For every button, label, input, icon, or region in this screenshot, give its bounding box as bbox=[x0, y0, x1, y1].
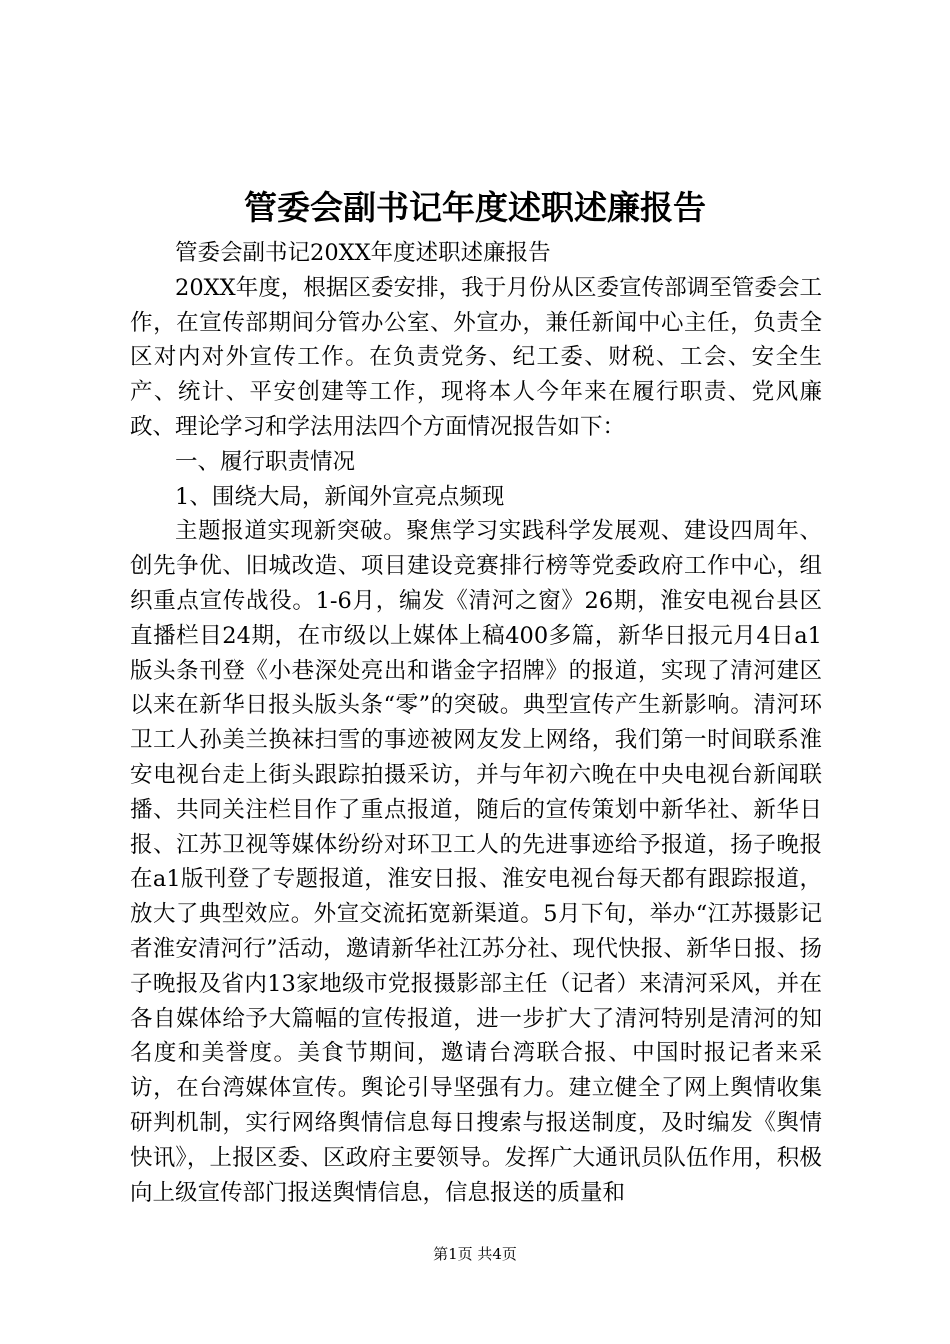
paragraph-main: 主题报道实现新突破。聚焦学习实践科学发展观、建设四周年、创先争优、旧城改造、项目建设竞赛排行榜等党委政府工作中心，组织重点宣传战役。1-6月，编发《清河之窗》26期，淮安电视台县区直播栏目24期，在市级以上媒体上稿400多篇，新华日报元月4日a1版头条刊登《小巷深处亮出和谐金字招牌》的报道，实现了清河建区以来在新华日报头版头条“零”的突破。典型宣传产生新影响。清河环卫工人孙美兰换袜扫雪的事迹被网友发上网络，我们第一时间联系淮安电视台走上街头跟踪拍摄采访，并与年初六晚在中央电视台新闻联播、共同关注栏目作了重点报道，随后的宣传策划中新华社、新华日报、江苏卫视等媒体纷纷对环卫工人的先进事迹给予报道，扬子晚报在a1版刊登了专题报道，淮安日报、淮安电视台每天都有跟踪报道，放大了典型效应。外宣交流拓宽新渠道。5月下旬，举办“江苏摄影记者淮安清河行”活动，邀请新华社江苏分社、现代快报、新华日报、扬子晚报及省内13家地级市党报摄影部主任（记者）来清河采风，并在各自媒体给予大篇幅的宣传报道，进一步扩大了清河特别是清河的知名度和美誉度。美食节期间，邀请台湾联合报、中国时报记者来采访，在台湾媒体宣传。舆论引导坚强有力。建立健全了网上舆情收集研判机制，实行网络舆情信息每日搜索与报送制度，及时编发《舆情快讯》，上报区委、区政府主要领导。发挥广大通讯员队伍作用，积极向上级宣传部门报送舆情信息，信息报送的质量和 bbox=[130, 518, 822, 1206]
document-title: 管委会副书记年度述职述廉报告 bbox=[244, 188, 706, 227]
subsection-heading: 1、围绕大局，新闻外宣亮点频现 bbox=[175, 483, 505, 510]
document-body bbox=[130, 236, 822, 1210]
paragraph-intro: 20XX年度，根据区委安排，我于月份从区委宣传部调至管委会工作，在宣传部期间分管办公室、外宣办，兼任新闻中心主任，负责全区对内对外宣传工作。在负责党务、纪工委、财税、工会、安全生产、统计、平安创建等工作，现将本人今年来在履行职责、党风廉政、理论学习和学法用法四个方面情况报告如下： bbox=[130, 274, 822, 440]
paragraph-subtitle: 管委会副书记20XX年度述职述廉报告 bbox=[175, 240, 551, 266]
page-footer: 第1页 共4页 bbox=[433, 1245, 517, 1263]
section-heading: 一、履行职责情况 bbox=[175, 448, 356, 475]
